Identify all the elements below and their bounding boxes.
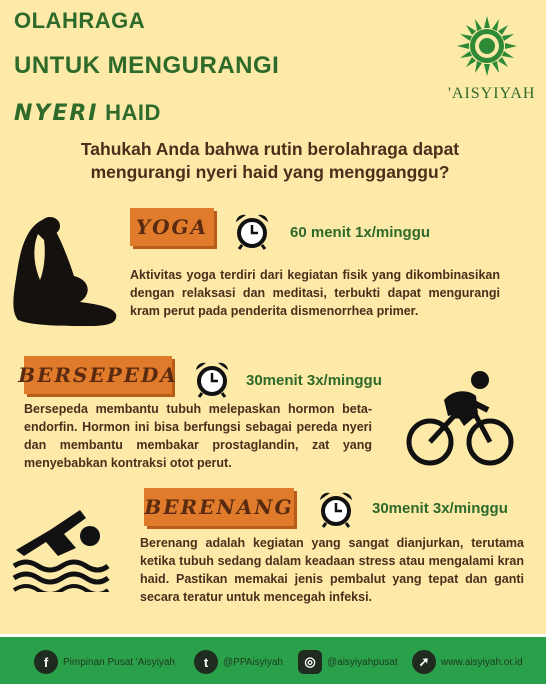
footer-website[interactable] [412, 650, 523, 674]
alarm-clock-icon [232, 212, 272, 250]
berenang-label: BERENANG [144, 488, 294, 526]
footer-divider [0, 634, 546, 637]
footer-twitter[interactable] [194, 650, 283, 674]
title-italic-word: NYERI [14, 101, 99, 126]
cyclist-icon [404, 370, 516, 468]
yoga-pose-icon [8, 214, 120, 332]
swimmer-icon [10, 504, 110, 592]
title-line-2: UNTUK MENGURANGI [14, 52, 280, 79]
footer-facebook[interactable] [34, 650, 175, 674]
footer-twitter-text: @PPAisyiyah [223, 656, 283, 668]
footer-website-text: www.aisyiyah.or.id [441, 656, 523, 668]
instagram-icon: ◎ [298, 650, 322, 674]
yoga-frequency: 60 menit 1x/minggu [290, 224, 431, 241]
web-cursor-icon: ➚ [412, 650, 436, 674]
aisyiyah-sun-logo-icon [455, 14, 519, 78]
footer-bar [0, 634, 546, 684]
yoga-description: Aktivitas yoga terdiri dari kegiatan fisik yang dikombinasikan dengan relaksasi dan meditasi, terbukti dapat mengurangi kram perut pada penderita dismenorrhea primer. [130, 268, 500, 318]
bersepeda-description: Bersepeda membantu tubuh melepaskan hormon beta-endorfin. Hormon ini bisa berfungsi sebagai pereda nyeri dan membantu membakar prostaglandin, zat yang menyebabkan kontraksi otot perut. [24, 402, 372, 470]
logo-text: 'AISYIYAH [448, 85, 536, 102]
facebook-icon: f [34, 650, 58, 674]
aisyiyah-logo [448, 14, 536, 103]
title-line-1: OLAHRAGA [14, 8, 146, 33]
footer-instagram[interactable] [298, 650, 398, 674]
title-line-3-rest: HAID [98, 100, 161, 125]
twitter-icon: t [194, 650, 218, 674]
title-line-3 [14, 100, 161, 126]
alarm-clock-icon [192, 360, 232, 398]
berenang-description: Berenang adalah kegiatan yang sangat dianjurkan, terutama ketika tubuh sedang dalam keadaan stress atau mengalami kran haid. Pastikan memakai jenis pembalut yang tepat dan ganti secara teratur untuk mencegah infeksi. [140, 536, 524, 604]
intro-question: Tahukah Anda bahwa rutin berolahraga dapat mengurangi nyeri haid yang mengganggu? [80, 139, 460, 182]
footer-facebook-text: Pimpinan Pusat 'Aisyiyah [63, 656, 175, 668]
bersepeda-label: BERSEPEDA [24, 356, 172, 394]
yoga-label: YOGA [130, 208, 214, 246]
berenang-frequency: 30menit 3x/minggu [372, 500, 508, 517]
alarm-clock-icon [316, 490, 356, 528]
footer-instagram-text: @aisyiyahpusat [327, 656, 398, 668]
bersepeda-frequency: 30menit 3x/minggu [246, 372, 382, 389]
